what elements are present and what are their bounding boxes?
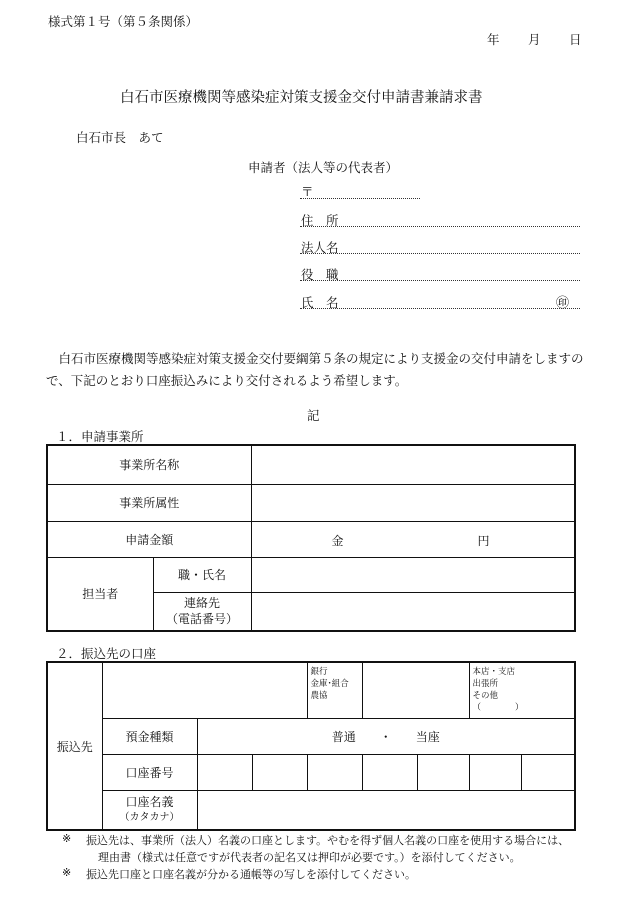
bank-name-field[interactable] [102, 662, 307, 718]
corp-name-line[interactable] [300, 253, 580, 254]
account-digit-1[interactable] [197, 754, 252, 790]
section2-heading: ２．振込先の口座 [56, 646, 157, 661]
addressee: 白石市長 あて [76, 130, 164, 145]
note1-mark: ※ [62, 832, 72, 845]
amount-label: 申請金額 [47, 521, 251, 557]
branch-type-label [469, 662, 575, 718]
account-name-label-line2: （カタカナ） [119, 811, 180, 823]
amount-field[interactable] [251, 521, 575, 557]
branch-type-line1: 本店・支店 [472, 667, 516, 677]
account-digit-7[interactable] [521, 754, 575, 790]
section1-heading: １．申請事業所 [56, 429, 144, 444]
account-name-field[interactable] [197, 790, 575, 830]
address-line[interactable] [300, 226, 580, 227]
date-month-label: 月 [528, 32, 541, 47]
office-name-field[interactable] [251, 445, 575, 484]
bank-type-line2: 金庫･組合 [310, 679, 349, 689]
bank-type-label [307, 662, 362, 718]
position-name-field[interactable] [251, 557, 575, 592]
applicant-heading: 申請者（法人等の代表者） [248, 160, 399, 175]
ki-mark: 記 [307, 408, 320, 423]
address-label: 住 所 [301, 213, 339, 228]
note1-line2: 理由書（様式は任意ですが代表者の記名又は押印が必要です。）を添付してください。 [98, 851, 521, 864]
document-title: 白石市医療機関等感染症対策支援金交付申請書兼請求書 [120, 90, 483, 106]
seal-icon: ㊞ [556, 296, 570, 311]
transfer-label: 振込先 [47, 662, 102, 830]
account-number-label: 口座番号 [102, 754, 197, 790]
amount-kin: 金 [331, 533, 344, 548]
branch-name-field[interactable] [362, 662, 469, 718]
contact-label-line2: （電話番号） [166, 612, 239, 627]
position-line[interactable] [300, 280, 580, 281]
note2-mark: ※ [62, 866, 72, 879]
amount-yen: 円 [477, 533, 490, 548]
note1-line1: 振込先は、事業所（法人）名義の口座とします。やむを得ず個人名義の口座を使用する場合には、 [86, 834, 570, 847]
account-digit-3[interactable] [307, 754, 362, 790]
office-attr-label: 事業所属性 [47, 484, 251, 521]
bank-table [46, 661, 576, 831]
branch-type-line2: 出張所 [472, 679, 499, 689]
branch-type-line3: その他 [472, 691, 499, 701]
account-name-label-line1: 口座名義 [125, 794, 174, 809]
postal-mark: 〒 [301, 184, 314, 199]
postal-code-line[interactable] [300, 198, 420, 199]
office-attr-field[interactable] [251, 484, 575, 521]
account-digit-4[interactable] [362, 754, 417, 790]
office-name-label: 事業所名称 [47, 445, 251, 484]
bank-type-line1: 銀行 [310, 667, 328, 677]
body-paragraph: 白石市医療機関等感染症対策支援金交付要綱第５条の規定により支援金の交付申請をしますので、下記のとおり口座振込みにより交付されるよう希望します。 [46, 351, 584, 388]
account-name-label [102, 790, 197, 830]
date-year-label: 年 [487, 32, 500, 47]
name-label: 氏 名 [301, 295, 339, 310]
bank-type-line3: 農協 [310, 691, 328, 701]
phone-field[interactable] [251, 592, 575, 631]
contact-person-label: 担当者 [47, 557, 153, 631]
account-digit-2[interactable] [252, 754, 307, 790]
contact-label-line1: 連絡先 [184, 596, 221, 611]
name-line[interactable] [300, 308, 580, 309]
deposit-type-options[interactable]: 普通 ・ 当座 [197, 718, 575, 754]
account-digit-6[interactable] [469, 754, 521, 790]
branch-type-line4: （ ） [472, 703, 524, 713]
account-digit-5[interactable] [417, 754, 469, 790]
date-day-label: 日 [569, 32, 582, 47]
position-name-label: 職・氏名 [153, 557, 251, 592]
contact-label [153, 592, 251, 631]
deposit-type-label: 預金種類 [102, 718, 197, 754]
corp-name-label: 法人名 [301, 240, 339, 255]
note2-text: 振込先口座と口座名義が分かる通帳等の写しを添付してください。 [86, 868, 416, 881]
office-table [46, 444, 576, 632]
form-number: 様式第１号（第５条関係） [48, 14, 199, 29]
position-label: 役 職 [301, 267, 339, 282]
